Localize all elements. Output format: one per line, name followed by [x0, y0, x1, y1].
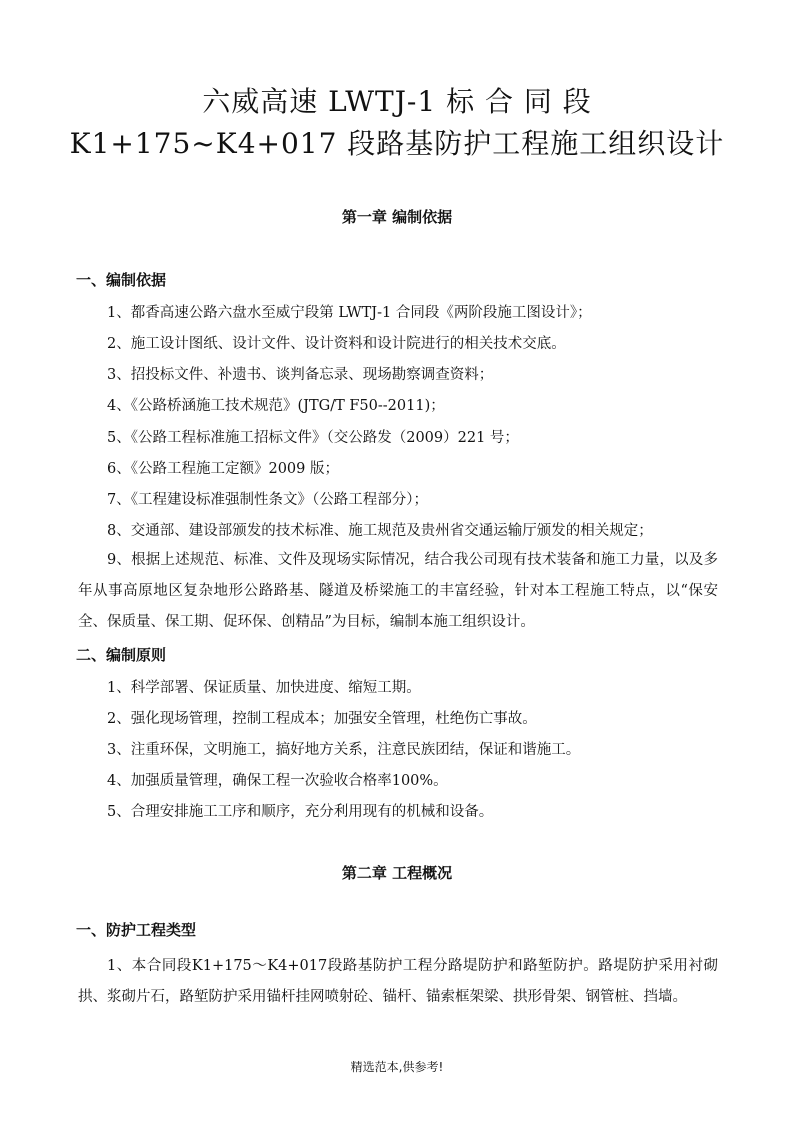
principle-item-4: 4、加强质量管理，确保工程一次验收合格率100%。	[107, 773, 448, 789]
chapter1-heading: 第一章 编制依据	[341, 208, 453, 226]
basis-item-2: 2、施工设计图纸、设计文件、设计资料和设计院进行的相关技术交底。	[107, 336, 566, 352]
section-basis-heading: 一、编制依据	[76, 271, 167, 289]
basis-item-5: 5、《公路工程标准施工招标文件》（交公路发（2009）221 号；	[107, 430, 519, 446]
basis-item-4: 4、《公路桥涵施工技术规范》(JTG/T F50--2011)；	[107, 398, 445, 414]
page-footer-note: 精选范本,供参考!	[350, 1060, 444, 1074]
basis-item-1: 1、都香高速公路六盘水至威宁段第 LWTJ-1 合同段《两阶段施工图设计》；	[107, 305, 592, 321]
document-title-line1: 六威高速 LWTJ-1 标 合 同 段	[202, 85, 592, 118]
document-title-line2: K1+175~K4+017 段路基防护工程施工组织设计	[69, 127, 725, 160]
basis-item-8: 8、交通部、建设部颁发的技术标准、施工规范及贵州省交通运输厅颁发的相关规定；	[107, 523, 653, 539]
principle-item-1: 1、科学部署、保证质量、加快进度、缩短工期。	[107, 680, 421, 696]
principle-item-3: 3、注重环保，文明施工，搞好地方关系，注意民族团结，保证和谐施工。	[107, 742, 581, 758]
protection-types-paragraph: 1、本合同段K1+175～K4+017段路基防护工程分路堤防护和路堑防护。路堤防护采用衬砌拱、浆砌片石，路堑防护采用锚杆挂网喷射砼、锚杆、锚索框架梁、拱形骨架、钢管桩、挡墙。	[78, 958, 718, 1005]
basis-item-9: 9、根据上述规范、标准、文件及现场实际情况，结合我公司现有技术装备和施工力量，以及多年从事高原地区复杂地形公路路基、隧道及桥梁施工的丰富经验，针对本工程施工特点，以“保安全、保质量、保工期、促环保、创精品”为目标，编制本施工组织设计。	[78, 552, 718, 630]
chapter2-heading: 第二章 工程概况	[341, 864, 453, 882]
principle-item-5: 5、合理安排施工工序和顺序，充分利用现有的机械和设备。	[107, 804, 494, 820]
section-protection-types-heading: 一、防护工程类型	[76, 921, 197, 939]
principle-item-2: 2、强化现场管理，控制工程成本；加强安全管理，杜绝伤亡事故。	[107, 711, 537, 727]
section-principles-heading: 二、编制原则	[76, 646, 167, 664]
basis-item-7: 7、《工程建设标准强制性条文》（公路工程部分）；	[107, 492, 428, 508]
basis-item-3: 3、招投标文件、补遗书、谈判备忘录、现场勘察调查资料；	[107, 367, 494, 383]
basis-item-6: 6、《公路工程施工定额》2009 版；	[107, 461, 339, 477]
